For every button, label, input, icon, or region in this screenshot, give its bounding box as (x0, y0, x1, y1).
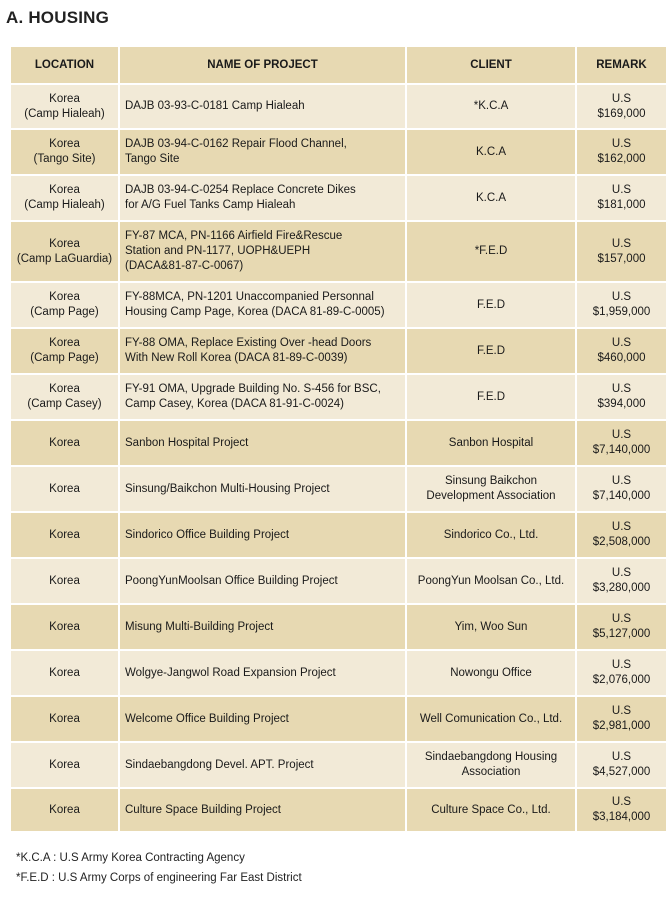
project-name-cell (120, 743, 405, 787)
project-name-cell-text: PoongYunMoolsan Office Building Project (125, 574, 338, 587)
project-name-cell-text: Welcome Office Building Project (125, 712, 289, 725)
client-cell (407, 375, 575, 419)
client-cell (407, 130, 575, 174)
remark-cell-text: U.S $2,981,000 (592, 705, 651, 732)
table-row (11, 85, 666, 128)
project-name-cell-text: DAJB 03-93-C-0181 Camp Hialeah (125, 100, 305, 112)
client-cell (407, 513, 575, 557)
location-cell-text: Korea (49, 712, 80, 725)
remark-cell (577, 222, 666, 281)
remark-cell-text: U.S $394,000 (597, 383, 646, 410)
client-cell (407, 421, 575, 465)
table-row (11, 467, 666, 511)
location-cell (11, 651, 118, 695)
remark-cell-text: U.S $1,959,000 (592, 291, 651, 318)
project-name-cell (120, 375, 405, 419)
remark-cell (577, 329, 666, 373)
project-name-cell-text: DAJB 03-94-C-0254 Replace Concrete Dikes for A/G Fuel Tanks Camp Hialeah (125, 184, 356, 211)
project-name-cell (120, 222, 405, 281)
client-cell (407, 283, 575, 327)
remark-cell-text: U.S $181,000 (597, 184, 646, 211)
remark-cell-text: U.S $7,140,000 (592, 429, 651, 456)
remark-cell (577, 130, 666, 174)
location-cell (11, 513, 118, 557)
table-row (11, 651, 666, 695)
remark-cell (577, 651, 666, 695)
header-remark: REMARK (577, 47, 666, 83)
table-row (11, 789, 666, 831)
remark-cell (577, 697, 666, 741)
project-name-cell (120, 697, 405, 741)
remark-cell-text: U.S $162,000 (597, 138, 646, 165)
table-row (11, 176, 666, 220)
projects-table (9, 45, 668, 833)
remark-cell-text: U.S $5,127,000 (592, 613, 651, 640)
client-cell-text: Nowongu Office (450, 666, 532, 679)
project-name-cell (120, 559, 405, 603)
client-cell-text: *F.E.D (474, 245, 508, 257)
location-cell (11, 375, 118, 419)
project-name-cell-text: Sindorico Office Building Project (125, 528, 290, 541)
section-title: A. HOUSING (6, 8, 110, 27)
client-cell-text: Sindorico Co., Ltd. (443, 528, 539, 541)
remark-cell-text: U.S $460,000 (597, 337, 646, 364)
project-name-cell-text: DAJB 03-94-C-0162 Repair Flood Channel, Tango Site (125, 138, 347, 165)
project-name-cell-text: FY-91 OMA, Upgrade Building No. S-456 for BSC, Camp Casey, Korea (DACA 81-91-C-0024) (125, 383, 381, 410)
remark-cell (577, 789, 666, 831)
location-cell (11, 789, 118, 831)
header-location: LOCATION (11, 47, 118, 83)
remark-cell (577, 513, 666, 557)
project-name-cell-text: Sinsung/Baikchon Multi-Housing Project (125, 482, 330, 495)
location-cell (11, 85, 118, 128)
client-cell (407, 789, 575, 831)
table-row (11, 222, 666, 281)
client-cell-text: K.C.A (475, 191, 507, 204)
remark-cell-text: U.S $4,527,000 (592, 751, 651, 778)
client-cell (407, 222, 575, 281)
remark-cell-text: U.S $3,184,000 (592, 796, 651, 823)
project-name-cell-text: Sindaebangdong Devel. APT. Project (125, 758, 314, 771)
location-cell (11, 559, 118, 603)
project-name-cell-text: FY-88MCA, PN-1201 Unaccompanied Personnal Housing Camp Page, Korea (DACA 81-89-C-0005) (125, 291, 385, 318)
location-cell (11, 176, 118, 220)
remark-cell (577, 559, 666, 603)
table-row (11, 130, 666, 174)
project-name-cell-text: Wolgye-Jangwol Road Expansion Project (125, 666, 336, 679)
location-cell-text: Korea (Camp Casey) (27, 383, 102, 410)
location-cell-text: Korea (49, 803, 80, 816)
remark-cell (577, 85, 666, 128)
location-cell-text: Korea (Camp Page) (30, 291, 99, 318)
location-cell (11, 421, 118, 465)
client-cell-text: F.E.D (476, 298, 506, 311)
client-cell-text: PoongYun Moolsan Co., Ltd. (417, 574, 565, 587)
table-row (11, 743, 666, 787)
client-cell (407, 743, 575, 787)
remark-cell-text: U.S $2,508,000 (592, 521, 651, 548)
location-cell-text: Korea (Camp Hialeah) (24, 184, 105, 211)
table-row (11, 421, 666, 465)
project-name-cell (120, 605, 405, 649)
remark-cell (577, 375, 666, 419)
client-cell (407, 85, 575, 128)
remark-cell (577, 176, 666, 220)
remark-cell-text: U.S $3,280,000 (592, 567, 651, 594)
project-name-cell (120, 85, 405, 128)
remark-cell (577, 467, 666, 511)
remark-cell-text: U.S $169,000 (597, 92, 646, 120)
footnote-kca: *K.C.A : U.S Army Korea Contracting Agency (16, 852, 245, 864)
client-cell-text: *K.C.A (473, 100, 509, 112)
project-name-cell (120, 421, 405, 465)
client-cell-text: Sinsung Baikchon Development Association (426, 475, 556, 502)
client-cell-text: Well Comunication Co., Ltd. (419, 712, 563, 725)
project-name-cell (120, 651, 405, 695)
client-cell-text: Culture Space Co., Ltd. (431, 803, 551, 816)
client-cell-text: Yim, Woo Sun (454, 620, 528, 633)
project-name-cell (120, 283, 405, 327)
client-cell-text: Sindaebangdong Housing Association (424, 751, 558, 778)
client-cell (407, 559, 575, 603)
location-cell-text: Korea (49, 482, 80, 495)
location-cell (11, 283, 118, 327)
location-cell-text: Korea (49, 666, 80, 679)
client-cell (407, 176, 575, 220)
project-name-cell-text: FY-87 MCA, PN-1166 Airfield Fire&Rescue Station and PN-1177, UOPH&UEPH (DACA&81-87-C-0067) (125, 230, 343, 272)
client-cell (407, 467, 575, 511)
location-cell (11, 222, 118, 281)
project-name-cell-text: Misung Multi-Building Project (125, 620, 274, 633)
remark-cell (577, 421, 666, 465)
project-name-cell-text: Culture Space Building Project (125, 803, 281, 816)
location-cell-text: Korea (49, 758, 80, 771)
project-name-cell (120, 130, 405, 174)
table-row (11, 559, 666, 603)
table-row (11, 697, 666, 741)
location-cell-text: Korea (Tango Site) (33, 138, 96, 165)
table-row (11, 513, 666, 557)
remark-cell (577, 743, 666, 787)
project-name-cell (120, 513, 405, 557)
location-cell-text: Korea (49, 620, 80, 633)
project-name-cell-text: Sanbon Hospital Project (125, 436, 249, 449)
client-cell (407, 651, 575, 695)
location-cell (11, 329, 118, 373)
location-cell (11, 697, 118, 741)
client-cell (407, 329, 575, 373)
location-cell (11, 605, 118, 649)
table-row (11, 283, 666, 327)
client-cell-text: F.E.D (476, 390, 506, 403)
table-header-row (11, 47, 666, 83)
client-cell-text: Sanbon Hospital (448, 436, 534, 449)
table-row (11, 605, 666, 649)
table-row (11, 329, 666, 373)
client-cell-text: F.E.D (476, 344, 506, 357)
footnote-fed: *F.E.D : U.S Army Corps of engineering Far East District (16, 872, 302, 884)
project-name-cell (120, 176, 405, 220)
project-name-cell (120, 467, 405, 511)
location-cell-text: Korea (Camp Hialeah) (24, 92, 105, 120)
location-cell (11, 743, 118, 787)
footnotes (16, 848, 302, 888)
remark-cell-text: U.S $2,076,000 (592, 659, 651, 686)
header-client: CLIENT (407, 47, 575, 83)
location-cell (11, 130, 118, 174)
remark-cell-text: U.S $7,140,000 (592, 475, 651, 502)
location-cell (11, 467, 118, 511)
location-cell-text: Korea (49, 528, 80, 541)
remark-cell (577, 283, 666, 327)
project-name-cell (120, 329, 405, 373)
location-cell-text: Korea (49, 574, 80, 587)
client-cell (407, 605, 575, 649)
project-name-cell (120, 789, 405, 831)
header-project-name: NAME OF PROJECT (120, 47, 405, 83)
location-cell-text: Korea (Camp LaGuardia) (16, 237, 113, 265)
table-row (11, 375, 666, 419)
location-cell-text: Korea (49, 436, 80, 449)
project-name-cell-text: FY-88 OMA, Replace Existing Over -head Doors With New Roll Korea (DACA 81-89-C-0039) (125, 337, 372, 364)
remark-cell-text: U.S $157,000 (597, 237, 646, 265)
client-cell (407, 697, 575, 741)
client-cell-text: K.C.A (475, 145, 507, 158)
remark-cell (577, 605, 666, 649)
location-cell-text: Korea (Camp Page) (30, 337, 99, 364)
